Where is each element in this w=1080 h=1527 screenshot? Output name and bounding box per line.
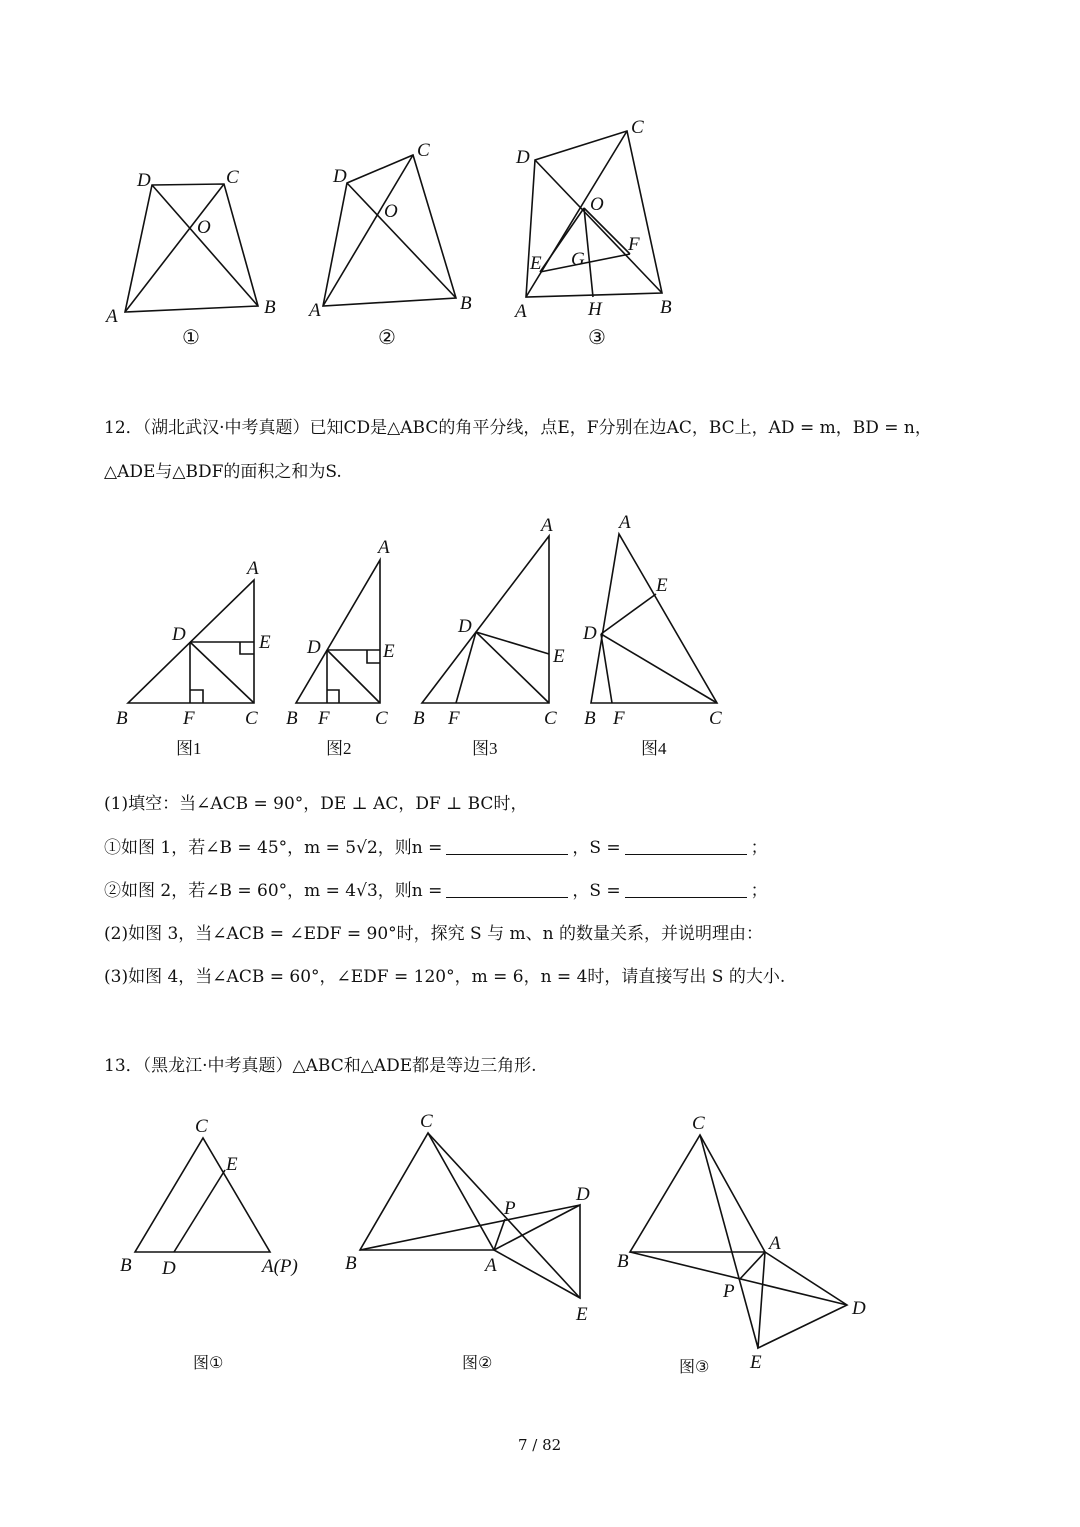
svg-text:F: F xyxy=(183,708,195,729)
svg-text:C: C xyxy=(245,708,258,729)
label-D: D xyxy=(516,147,530,168)
svg-text:E: E xyxy=(383,641,395,662)
svg-text:B: B xyxy=(116,708,128,729)
page-number: 7 / 82 xyxy=(518,1436,562,1454)
svg-text:F: F xyxy=(613,708,625,729)
svg-text:A: A xyxy=(378,537,390,558)
part1-b-text: ②如图 2，若∠B = 60°，m = 4√3，则n = xyxy=(104,881,443,901)
label-B: B xyxy=(660,297,672,318)
figure-13-1 xyxy=(120,1116,298,1372)
svg-text:E: E xyxy=(656,575,668,596)
label-O: O xyxy=(590,194,604,215)
svg-text:A: A xyxy=(769,1233,781,1254)
svg-text:D: D xyxy=(307,637,321,658)
svg-text:C: C xyxy=(375,708,388,729)
svg-text:D: D xyxy=(172,624,186,645)
caption-1: ① xyxy=(182,327,200,349)
problem-12-part1: (1)填空：当∠ACB = 90°，DE ⊥ AC，DF ⊥ BC时， xyxy=(104,794,528,814)
label-G: G xyxy=(571,249,585,270)
svg-text:D: D xyxy=(458,616,472,637)
problem-13-text: △ABC和△ADE都是等边三角形. xyxy=(292,1056,537,1076)
problem-13-source: （黑龙江·中考真题） xyxy=(142,1056,293,1076)
caption-13-2: 图② xyxy=(462,1353,493,1372)
svg-text:E: E xyxy=(576,1304,588,1325)
label-D: D xyxy=(137,170,151,191)
svg-text:A: A xyxy=(541,515,553,536)
part1-a-mid: ，S = xyxy=(572,838,621,858)
figure-13-2 xyxy=(345,1111,590,1372)
caption-13-3: 图③ xyxy=(679,1357,710,1376)
label-E: E xyxy=(530,253,542,274)
caption-2: ② xyxy=(378,327,396,349)
problem-13-number: 13． xyxy=(104,1056,143,1076)
svg-text:B: B xyxy=(617,1251,629,1272)
svg-text:B: B xyxy=(584,708,596,729)
label-B: B xyxy=(264,297,276,318)
svg-text:B: B xyxy=(120,1255,132,1276)
label-B: B xyxy=(460,293,472,314)
part1-b-end: ； xyxy=(750,881,768,901)
caption-fig4: 图4 xyxy=(641,739,667,758)
svg-text:F: F xyxy=(448,708,460,729)
svg-text:E: E xyxy=(750,1352,762,1373)
label-A: A xyxy=(515,301,527,322)
svg-text:F: F xyxy=(318,708,330,729)
label-A-P: A(P) xyxy=(262,1256,298,1277)
label-C: C xyxy=(226,167,239,188)
label-C: C xyxy=(631,117,644,138)
svg-text:A: A xyxy=(485,1255,497,1276)
svg-text:B: B xyxy=(413,708,425,729)
label-O: O xyxy=(384,201,398,222)
svg-text:P: P xyxy=(504,1198,516,1219)
svg-text:C: C xyxy=(544,708,557,729)
svg-text:D: D xyxy=(576,1184,590,1205)
svg-text:C: C xyxy=(709,708,722,729)
svg-text:B: B xyxy=(286,708,298,729)
label-D: D xyxy=(333,166,347,187)
caption-13-1: 图① xyxy=(193,1353,224,1372)
svg-text:D: D xyxy=(852,1298,866,1319)
svg-text:C: C xyxy=(420,1111,433,1132)
svg-text:E: E xyxy=(259,632,271,653)
svg-text:A: A xyxy=(619,512,631,533)
caption-3: ③ xyxy=(588,327,606,349)
caption-fig1: 图1 xyxy=(176,739,202,758)
problem-12-part2: (2)如图 3，当∠ACB = ∠EDF = 90°时，探究 S 与 m、n 的数量关系，并说明理由： xyxy=(104,924,763,944)
problem-12-line2: △ADE与△BDF的面积之和为S. xyxy=(104,462,342,482)
svg-text:C: C xyxy=(692,1113,705,1134)
problem-12-number: 12． xyxy=(104,418,143,438)
caption-fig3: 图3 xyxy=(472,739,498,758)
svg-text:D: D xyxy=(583,623,597,644)
svg-text:C: C xyxy=(195,1116,208,1137)
problem-12-line1: 已知CD是△ABC的角平分线，点E，F分别在边AC，BC上，AD = m，BD = n， xyxy=(309,418,932,438)
label-O: O xyxy=(197,217,211,238)
problem-12-source: （湖北武汉·中考真题） xyxy=(142,418,310,438)
label-A: A xyxy=(309,300,321,321)
label-H: H xyxy=(588,299,602,320)
svg-text:A: A xyxy=(247,558,259,579)
figure-13-3 xyxy=(617,1113,866,1376)
problem-12-part3: (3)如图 4，当∠ACB = 60°，∠EDF = 120°，m = 6，n = 4时，请直接写出 S 的大小. xyxy=(104,967,786,987)
part1-b-mid: ，S = xyxy=(572,881,621,901)
label-A: A xyxy=(106,306,118,327)
svg-text:E: E xyxy=(226,1154,238,1175)
part1-a-end: ； xyxy=(750,838,768,858)
svg-text:D: D xyxy=(162,1258,176,1279)
label-C: C xyxy=(417,140,430,161)
part1-a-text: ①如图 1，若∠B = 45°，m = 5√2，则n = xyxy=(104,838,443,858)
svg-text:B: B xyxy=(345,1253,357,1274)
label-F: F xyxy=(628,234,640,255)
caption-fig2: 图2 xyxy=(326,739,352,758)
svg-text:P: P xyxy=(723,1281,735,1302)
svg-text:E: E xyxy=(553,646,565,667)
